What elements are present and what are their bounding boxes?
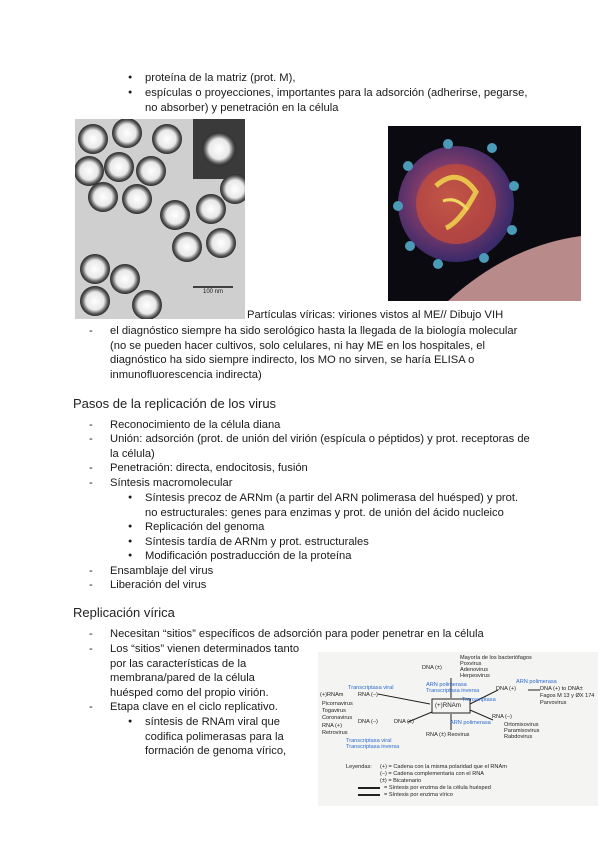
hiv-drawing-image bbox=[388, 126, 581, 301]
diagram-dna-right-note: Fagos M 13 y ØX 174 bbox=[540, 693, 595, 699]
electron-micrograph-image bbox=[75, 119, 245, 319]
sub-list-item bbox=[145, 549, 530, 564]
scale-bar-label: 100 nm bbox=[203, 289, 224, 295]
list-item bbox=[110, 461, 530, 476]
diagram-arrows bbox=[318, 652, 598, 806]
diagram-legend-item: = Síntesis por enzima vírico bbox=[384, 792, 453, 798]
diagram-enzyme-label: ARN polimerasa bbox=[426, 682, 467, 688]
bullet-matrix-protein bbox=[145, 71, 525, 86]
list-item-text: Unión: adsorción (prot. de unión del virión (espícula o péptidos) y prot. receptoras de la célula) bbox=[110, 433, 530, 460]
list-item bbox=[110, 700, 310, 715]
sub-list-item-text: síntesis de RNAm viral que codifica polimerasas para la formación de genoma vírico, bbox=[145, 716, 287, 758]
diagram-enzyme-label: Transcriptasa inversa bbox=[426, 688, 480, 694]
sub-list-item-text: Modificación postraducción de la proteína bbox=[145, 550, 352, 562]
diagram-rna-left-virus: Picornavirus bbox=[322, 701, 353, 707]
list-item-text: Síntesis macromolecular bbox=[110, 477, 233, 489]
list-item-text: Etapa clave en el ciclo replicativo. bbox=[110, 701, 278, 713]
diagram-rna-minus-virus: Ortomixovirus bbox=[504, 722, 539, 728]
diagram-legend-item: (–) = Cadena complementaria con el RNA bbox=[380, 771, 485, 777]
list-item bbox=[110, 432, 530, 461]
diagram-legend-title: Leyendas: bbox=[346, 764, 372, 770]
diagram-enzyme-label: Transcriptasa bbox=[462, 697, 496, 703]
diagram-dna-top: DNA (±) bbox=[422, 665, 442, 671]
diagram-center-label: (+)RNAm bbox=[435, 702, 461, 709]
diagram-legend-item: (+) = Cadena con la misma polaridad que el RNAm bbox=[380, 764, 507, 770]
diagram-legend-item: = Síntesis por enzima de la célula huésped bbox=[384, 785, 491, 791]
diagram-retro-label: Retrovirus bbox=[322, 730, 348, 736]
hiv-drawing bbox=[388, 126, 581, 301]
sub-list-item-text: Síntesis tardía de ARNm y prot. estructurales bbox=[145, 536, 369, 548]
list-item bbox=[110, 418, 530, 433]
bullet-spikes bbox=[145, 86, 535, 115]
diagram-dna-right: DNA (+) bbox=[496, 686, 517, 692]
diagram-retro-dna: DNA (–) bbox=[358, 719, 378, 725]
diagram-dna-right-note: DNA (+) to DNA± bbox=[540, 686, 583, 692]
diagram-enzyme-label: Transcriptasa viral bbox=[348, 685, 394, 691]
bullet-text: proteína de la matriz (prot. M), bbox=[145, 72, 296, 84]
section-title-viral-replication: Replicación vírica bbox=[73, 605, 175, 620]
list-item-text: Liberación del virus bbox=[110, 579, 207, 591]
diagram-rna-minus: RNA (–) bbox=[492, 714, 512, 720]
list-item bbox=[110, 476, 530, 491]
sub-list-item bbox=[145, 535, 530, 550]
list-item-text: Reconocimiento de la célula diana bbox=[110, 419, 281, 431]
sub-list-item bbox=[145, 715, 305, 759]
list-item-text: el diagnóstico siempre ha sido serológico hasta la llegada de la biología molecular (no se pueden hacer cultivos, solo celulares, ni hay ME en los hospitales, el diagnóstico ha sido siempre indirecto, los MO no sirven, se haría ELISA o inmunofluorescencia indirecta) bbox=[110, 325, 518, 381]
diagram-rna-minus-virus: Paramixovirus bbox=[504, 728, 540, 734]
diagram-rna-pm: RNA (±) Reovirus bbox=[426, 732, 470, 738]
diagram-rna-left-virus: Coronavirus bbox=[322, 715, 353, 721]
diagram-rna-left-label: RNA (–) bbox=[358, 692, 378, 698]
diagram-legend-item: (±) = Bicatenario bbox=[380, 778, 422, 784]
list-item bbox=[110, 578, 530, 593]
sub-list-item bbox=[145, 520, 530, 535]
diagram-dna-top-virus: Poxvirus bbox=[460, 661, 482, 667]
figure-caption: Partículas víricas: viriones vistos al ME// Dibujo VIH bbox=[247, 309, 504, 321]
diagram-enzyme-label: ARN polimerasa bbox=[516, 679, 557, 685]
diagram-enzyme-label: ARN polimerasa bbox=[450, 720, 491, 726]
diagram-dna-top-virus: Herpesvirus bbox=[460, 673, 490, 679]
list-item bbox=[110, 564, 530, 579]
diagram-rna-left-virus: Togavirus bbox=[322, 708, 346, 714]
bullet-text: espículas o proyecciones, importantes para la adsorción (adherirse, pegarse, no absorber) y penetración en la célula bbox=[145, 87, 528, 114]
diagram-retro-dna-ds: DNA (±) bbox=[394, 719, 414, 725]
diagram-dna-top-virus: Adenovirus bbox=[460, 667, 488, 673]
sub-list-item-text: Síntesis precoz de ARNm (a partir del ARN polimerasa del huésped) y prot. no estructurales: genes para enzimas y prot. de unión del ácido nucleico bbox=[145, 492, 519, 519]
diagram-rna-minus-virus: Rabdovirus bbox=[504, 734, 533, 740]
replication-diagram bbox=[318, 652, 598, 806]
list-item-text: Los “sitios” vienen determinados tanto por las características de la membrana/pared de la célula huésped como del propio virión. bbox=[110, 643, 300, 699]
diagram-dna-top-virus: Mayoría de los bacteriófagos bbox=[460, 655, 532, 661]
diagram-enzyme-label: Transcriptasa inversa bbox=[346, 744, 400, 750]
sub-list-item bbox=[145, 491, 530, 520]
diagram-enzyme-label: Transcriptasa viral bbox=[346, 738, 392, 744]
list-item bbox=[110, 627, 530, 642]
diagram-rna-left: (+)RNAm bbox=[320, 692, 344, 698]
list-item-text: Necesitan “sitios” específicos de adsorción para poder penetrar en la célula bbox=[110, 628, 484, 640]
diagram-retro-rna: RNA (+) bbox=[322, 723, 343, 729]
diagram-dna-right-note: Parvovirus bbox=[540, 700, 567, 706]
list-item bbox=[110, 642, 300, 700]
list-item-text: Penetración: directa, endocitosis, fusión bbox=[110, 462, 308, 474]
sub-list-item-text: Replicación del genoma bbox=[145, 521, 265, 533]
list-item-diagnosis bbox=[110, 324, 530, 382]
section-title-replication-steps: Pasos de la replicación de los virus bbox=[73, 396, 277, 411]
list-item-text: Ensamblaje del virus bbox=[110, 565, 214, 577]
